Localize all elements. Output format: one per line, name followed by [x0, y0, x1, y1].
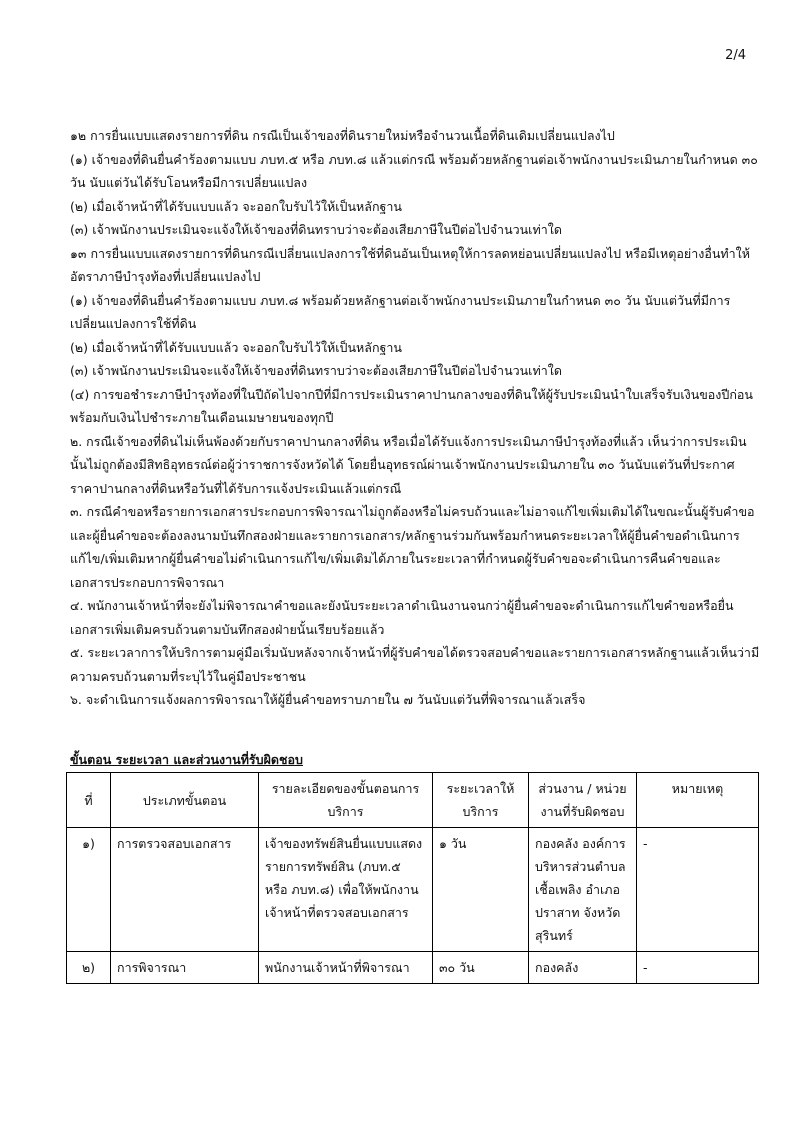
header-remark: หมายเหตุ [637, 773, 759, 828]
row-no: ๒) [67, 952, 111, 984]
header-type: ประเภทขั้นตอน [111, 773, 259, 828]
paragraph-5-timing: ๕. ระยะเวลาการให้บริการตามคู่มือเริ่มนับหลังจากเจ้าหน้าที่ผู้รับคำขอได้ตรวจสอบคำขอและรายการเอกสารหลักฐานแล้วเห็นว่ามีความครบถ้วนตามที่ระบุไว้ในคู่มือประชาชน [70, 645, 760, 684]
paragraph-2-appeal: ๒. กรณีเจ้าของที่ดินไม่เห็นพ้องด้วยกับราคาปานกลางที่ดิน หรือเมื่อได้รับแจ้งการประเมินภาษีบำรุงท้องที่แล้ว เห็นว่าการประเมินนั้นไม่ถูกต้องมีสิทธิอุทธรณ์ต่อผู้ว่าราชการจังหวัดได้ โดยยื่นอุทธรณ์ผ่านเจ้าพนักงานประเมินภายใน ๓๐ วันนับแต่วันที่ประกาศราคาปานกลางที่ดินหรือวันที่ได้รับการแจ้งประเมินแล้วแต่กรณี [70, 433, 747, 496]
row-detail: พนักงานเจ้าหน้าที่พิจารณา [259, 952, 433, 984]
header-no: ที่ [67, 773, 111, 828]
row-remark: - [637, 952, 759, 984]
table-row [67, 828, 759, 952]
steps-table [66, 772, 759, 984]
row-duration: ๓๐ วัน [433, 952, 529, 984]
section-title: ขั้นตอน ระยะเวลา และส่วนงานที่รับผิดชอบ [70, 752, 303, 767]
header-unit: ส่วนงาน / หน่วยงานที่รับผิดชอบ [529, 773, 637, 828]
paragraph-4-pending: ๔. พนักงานเจ้าหน้าที่จะยังไม่พิจารณาคำขอและยังนับระยะเวลาดำเนินงานจนกว่าผู้ยื่นคำขอจะดำเนินการแก้ไขคำขอหรือยื่นเอกสารเพิ่มเติมครบถ้วนตามบันทึกสองฝ่ายนั้นเรียบร้อยแล้ว [70, 598, 734, 637]
paragraph-13-4: (๔) การขอชำระภาษีบำรุงท้องที่ในปีถัดไปจากปีที่มีการประเมินราคาปานกลางของที่ดินให้ผู้รับประเมินนำใบเสร็จรับเงินของปีก่อนพร้อมกับเงินไปชำระภายในเดือนเมษายนของทุกปี [70, 386, 753, 425]
row-duration: ๑ วัน [433, 828, 529, 952]
table-row [67, 952, 759, 984]
row-type: การตรวจสอบเอกสาร [111, 828, 259, 952]
paragraph-13-2: (๒) เมื่อเจ้าหน้าที่ได้รับแบบแล้ว จะออกใบรับไว้ให้เป็นหลักฐาน [70, 339, 402, 355]
paragraph-13-heading: ๑๓ การยื่นแบบแสดงรายการที่ดินกรณีเปลี่ยนแปลงการใช้ที่ดินอันเป็นเหตุให้การลดหย่อนเปลี่ยนแปลงไป หรือมีเหตุอย่างอื่นทำให้อัตราภาษีบำรุงท้องที่เปลี่ยนแปลงไป [70, 245, 750, 284]
paragraph-12-2: (๒) เมื่อเจ้าหน้าที่ได้รับแบบแล้ว จะออกใบรับไว้ให้เป็นหลักฐาน [70, 198, 402, 214]
paragraph-12-1: (๑) เจ้าของที่ดินยื่นคำร้องตามแบบ ภบท.๕ หรือ ภบท.๘ แล้วแต่กรณี พร้อมด้วยหลักฐานต่อเจ้าพนักงานประเมินภายในกำหนด ๓๐ วัน นับแต่วันได้รับโอนหรือมีการเปลี่ยนแปลง [70, 151, 758, 190]
header-detail: รายละเอียดของขั้นตอนการบริการ [259, 773, 433, 828]
paragraph-12-3: (๓) เจ้าพนักงานประเมินจะแจ้งให้เจ้าของที่ดินทราบว่าจะต้องเสียภาษีในปีต่อไปจำนวนเท่าใด [70, 222, 562, 237]
paragraph-13-1: (๑) เจ้าของที่ดินยื่นคำร้องตามแบบ ภบท.๘ พร้อมด้วยหลักฐานต่อเจ้าพนักงานประเมินภายในกำหนด ๓๐ วัน นับแต่วันที่มีการเปลี่ยนแปลงการใช้ที่ดิน [70, 292, 731, 331]
paragraph-13-3: (๓) เจ้าพนักงานประเมินจะแจ้งให้เจ้าของที่ดินทราบว่าจะต้องเสียภาษีในปีต่อไปจำนวนเท่าใด [70, 363, 562, 378]
row-unit: กองคลัง [529, 952, 637, 984]
header-duration: ระยะเวลาให้บริการ [433, 773, 529, 828]
paragraph-6-notify: ๖. จะดำเนินการแจ้งผลการพิจารณาให้ผู้ยื่นคำขอทราบภายใน ๗ วันนับแต่วันที่พิจารณาแล้วเสร็จ [70, 692, 586, 707]
page-number: 2/4 [725, 48, 746, 63]
row-type: การพิจารณา [111, 952, 259, 984]
paragraph-12-heading: ๑๒ การยื่นแบบแสดงรายการที่ดิน กรณีเป็นเจ้าของที่ดินรายใหม่หรือจำนวนเนื้อที่ดินเดิมเปลี่ยนแปลงไป [70, 128, 615, 143]
paragraph-3-incomplete: ๓. กรณีคำขอหรือรายการเอกสารประกอบการพิจารณาไม่ถูกต้องหรือไม่ครบถ้วนและไม่อาจแก้ไขเพิ่มเติมได้ในขณะนั้นผู้รับคำขอและผู้ยื่นคำขอจะต้องลงนามบันทึกสองฝ่ายและรายการเอกสาร/หลักฐานร่วมกันพร้อมกำหนดระยะเวลาให้ผู้ยื่นคำขอดำเนินการแก้ไข/เพิ่มเติมหากผู้ยื่นคำขอไม่ดำเนินการแก้ไข/เพิ่มเติมได้ภายในระยะเวลาที่กำหนดผู้รับคำขอจะดำเนินการคืนคำขอและเอกสารประกอบการพิจารณา [70, 504, 755, 590]
row-no: ๑) [67, 828, 111, 952]
row-remark: - [637, 828, 759, 952]
row-detail: เจ้าของทรัพย์สินยื่นแบบแสดงรายการทรัพย์สิน (ภบท.๕ หรือ ภบท.๘) เพื่อให้พนักงานเจ้าหน้าที่ตรวจสอบเอกสาร [259, 828, 433, 952]
table-header-row [67, 773, 759, 828]
row-unit: กองคลัง องค์การบริหารส่วนตำบลเชื้อเพลิง อำเภอปราสาท จังหวัดสุรินทร์ [529, 828, 637, 952]
body-text [70, 124, 760, 712]
